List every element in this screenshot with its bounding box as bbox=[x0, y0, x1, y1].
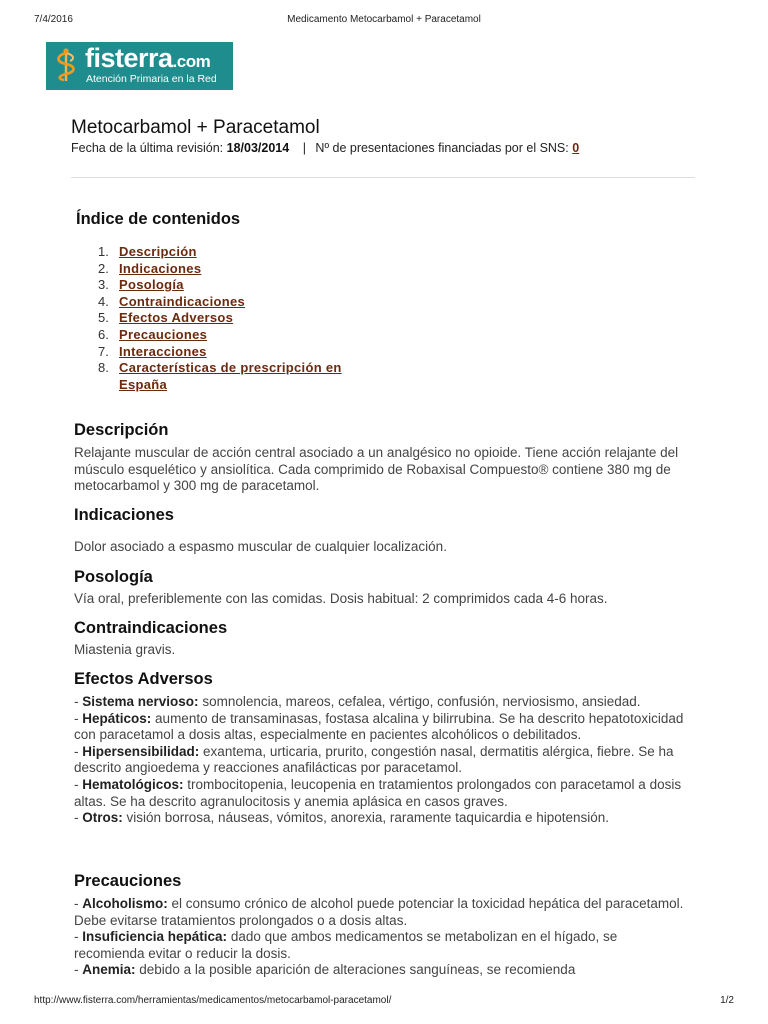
heading-contraindicaciones: Contraindicaciones bbox=[74, 619, 228, 637]
heading-posologia: Posología bbox=[74, 568, 153, 586]
list-item: - Anemia: debido a la posible aparición de alteraciones sanguíneas, se recomienda bbox=[74, 962, 576, 978]
revision-date: 18/03/2014 bbox=[226, 141, 290, 155]
print-header bbox=[34, 14, 734, 28]
toc-item: 3. Posología bbox=[98, 277, 184, 293]
logo-brand: fisterra.com bbox=[85, 43, 211, 73]
caduceus-icon bbox=[52, 47, 80, 83]
heading-efectos-adversos: Efectos Adversos bbox=[74, 670, 213, 688]
print-url: http://www.fisterra.com/herramientas/medicamentos/metocarbamol-paracetamol/ bbox=[34, 995, 392, 1006]
list-item: - Hepáticos: aumento de transaminasas, fostasa alcalina y bilirrubina. Se ha descrito hepatotoxicidad con paracetamol a dosis altas, especialmente en pacientes alcohólicos o debilitados. bbox=[74, 710, 684, 743]
heading-indicaciones: Indicaciones bbox=[74, 506, 174, 524]
heading-descripcion: Descripción bbox=[74, 421, 169, 439]
toc-item: 5. Efectos Adversos bbox=[98, 310, 234, 326]
heading-precauciones: Precauciones bbox=[74, 872, 182, 890]
header-divider bbox=[71, 177, 695, 178]
toc-item: 7. Interacciones bbox=[98, 343, 207, 359]
page-title: Metocarbamol + Paracetamol bbox=[71, 117, 320, 138]
text-indicaciones: Dolor asociado a espasmo muscular de cualquier localización. bbox=[74, 539, 447, 554]
fisterra-logo[interactable] bbox=[46, 42, 233, 90]
toc-link-posologia[interactable]: Posología bbox=[119, 277, 184, 293]
toc-title: Índice de contenidos bbox=[76, 210, 241, 228]
toc-link-descripcion[interactable]: Descripción bbox=[119, 244, 197, 259]
toc-link-indicaciones[interactable]: Indicaciones bbox=[119, 260, 202, 276]
toc-link-prescripcion[interactable]: Características de prescripción en España bbox=[119, 360, 342, 392]
toc-item: 6. Precauciones bbox=[98, 326, 208, 342]
meta-separator: | bbox=[302, 141, 306, 155]
toc-item: 2. Indicaciones bbox=[98, 260, 202, 276]
toc-item: 1. Descripción bbox=[98, 244, 197, 259]
presentations-label: Nº de presentaciones financiadas por el SNS: bbox=[315, 141, 569, 155]
list-item: - Alcoholismo: el consumo crónico de alcohol puede potenciar la toxicidad hepática del paracetamol. Debe evitarse tratamientos prolongados o a dosis altas. bbox=[74, 896, 684, 928]
print-date: 7/4/2016 bbox=[34, 14, 73, 25]
toc-item: 4. Contraindicaciones bbox=[98, 293, 246, 309]
list-precauciones bbox=[74, 896, 684, 979]
text-posologia: Vía oral, preferiblemente con las comidas. Dosis habitual: 2 comprimidos cada 4-6 horas. bbox=[74, 591, 608, 606]
revision-meta bbox=[71, 141, 579, 155]
list-item: - Sistema nervioso: somnolencia, mareos, cefalea, vértigo, confusión, nerviosismo, ansiedad. bbox=[74, 694, 641, 709]
list-item: - Hipersensibilidad: exantema, urticaria, prurito, congestión nasal, dermatitis alérgica, fiebre. Se ha descrito angioedema y reacciones anafilácticas por paracetamol. bbox=[74, 743, 674, 776]
text-descripcion: Relajante muscular de acción central asociado a un analgésico no opioide. Tiene acción relajante del músculo esquelético y ansiolítica. Cada comprimido de Robaxisal Compuesto® contiene 380 mg de metocarbamol y 300 mg de paracetamol. bbox=[74, 445, 679, 494]
text-contraindicaciones: Miastenia gravis. bbox=[74, 642, 176, 657]
logo-tagline: Atención Primaria en la Red bbox=[86, 73, 217, 85]
toc-link-contraindicaciones[interactable]: Contraindicaciones bbox=[119, 293, 246, 309]
list-item: - Insuficiencia hepática: dado que ambos medicamentos se metabolizan en el hígado, se recomienda evitar o reducir la dosis. bbox=[74, 929, 618, 961]
toc-link-precauciones[interactable]: Precauciones bbox=[119, 326, 208, 342]
list-item: - Hematológicos: trombocitopenia, leucopenia en tratamientos prolongados con paracetamol a dosis altas. Se ha descrito agranulocitosis y anemia aplásica en casos graves. bbox=[74, 776, 682, 809]
list-item: - Otros: visión borrosa, náuseas, vómitos, anorexia, raramente taquicardia e hipotensión. bbox=[74, 810, 610, 826]
presentations-count-link[interactable]: 0 bbox=[572, 141, 580, 155]
print-document-title: Medicamento Metocarbamol + Paracetamol bbox=[287, 14, 481, 25]
toc-link-efectos-adversos[interactable]: Efectos Adversos bbox=[119, 310, 234, 326]
list-efectos-adversos bbox=[74, 694, 684, 827]
page-number: 1/2 bbox=[720, 995, 734, 1006]
toc-link-interacciones[interactable]: Interacciones bbox=[119, 343, 207, 359]
print-footer bbox=[34, 995, 734, 1009]
toc-item: 8. Características de prescripción en España bbox=[98, 360, 342, 392]
table-of-contents bbox=[92, 244, 392, 393]
revision-label: Fecha de la última revisión: bbox=[71, 141, 224, 155]
